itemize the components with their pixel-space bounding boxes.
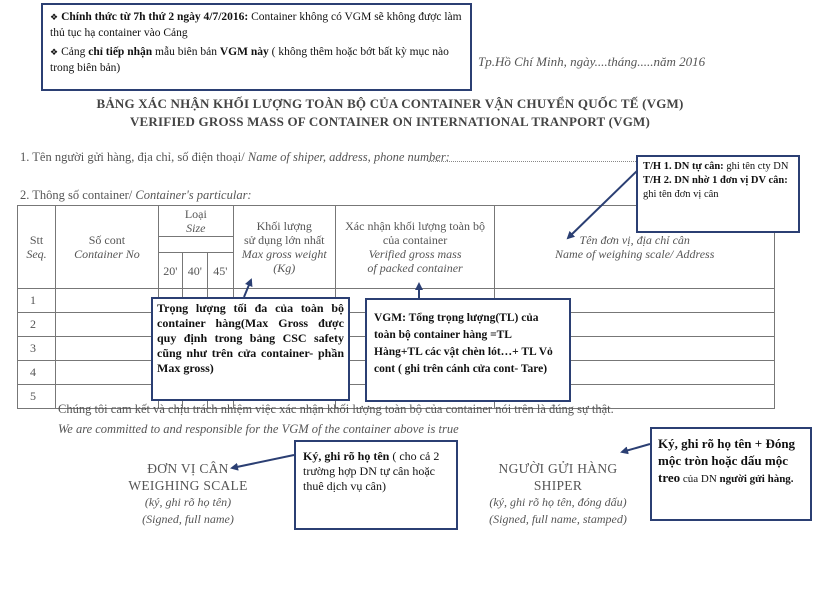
place-date: Tp.Hồ Chí Minh, ngày....tháng.....năm 2016	[478, 54, 706, 69]
callout-seq-case1-bold: T/H 1. DN tự cân:	[643, 161, 724, 172]
sig-shipper-note-vi: (ký, ghi rõ họ tên, đóng dấu)	[489, 495, 627, 509]
callout-sign-bold: Ký, ghi rõ họ tên	[303, 449, 390, 463]
callout-seq-case2-text: ghi tên đơn vị cân	[643, 189, 719, 200]
notice-item-1-bold: Chính thức từ 7h thứ 2 ngày 4/7/2016:	[61, 11, 249, 23]
notice-item-2-mid: mẫu biên bản	[152, 46, 220, 58]
row-seq: 4	[18, 361, 56, 385]
sig-scale-vi: ĐƠN VỊ CÂN	[147, 461, 229, 476]
callout-weighing-scale-name	[636, 155, 800, 233]
callout-seq-case1-text: ghi tên cty DN	[723, 161, 789, 172]
callout-stamp-bold: Ký, ghi rõ họ tên + Đóng mộc tròn hoặc dấu mộc treo	[658, 436, 796, 485]
sig-scale-note-vi: (ký, ghi rõ họ tên)	[144, 495, 232, 509]
notice-item-2-bold2: VGM này	[219, 46, 269, 58]
shipper-field-en: Name of shiper, address, phone number:	[247, 150, 450, 164]
shipper-field-vi: 1. Tên người gửi hàng, địa chỉ, số điện thoại/	[20, 150, 248, 164]
col-container-vi: Số cont	[88, 233, 126, 247]
col-vgm-en1: Verified gross mass	[368, 247, 462, 261]
row-seq: 1	[18, 289, 56, 313]
col-seq-en: Seq.	[26, 247, 47, 261]
callout-scale-signature	[294, 440, 458, 530]
arrow-to-max-weight	[244, 280, 251, 297]
sig-shipper-note-en: (Signed, full name, stamped)	[489, 512, 627, 526]
col-vgm-vi2: của container	[382, 233, 448, 247]
row-seq: 2	[18, 313, 56, 337]
col-size-vi: Loại	[184, 207, 207, 221]
row-seq: 3	[18, 337, 56, 361]
col-scale-vi: Tên đơn vị, địa chỉ cân	[579, 233, 690, 247]
callout-stamp-bold2: người gửi hàng.	[719, 473, 794, 485]
title-english: VERIFIED GROSS MASS OF CONTAINER ON INTERNATIONAL TRANPORT (VGM)	[129, 114, 651, 129]
callout-max-gross-weight	[151, 297, 350, 401]
container-particular-en: Container's particular:	[135, 188, 252, 202]
commitment-vi: Chúng tôi cam kết và chịu trách nhiệm việc xác nhận khối lượng toàn bộ của container nói trên là đúng sự thật.	[58, 402, 614, 416]
col-seq-vi: Stt	[29, 233, 44, 247]
container-particular-vi: 2. Thông số container/	[20, 188, 136, 202]
arrow-to-weighing-scale	[232, 455, 294, 468]
diamond-bullet-icon: ❖	[50, 13, 59, 23]
notice-item-2-bold: chỉ tiếp nhận	[88, 46, 153, 58]
commitment-en: We are committed to and responsible for the VGM of the container above is true	[58, 422, 459, 436]
col-container-en: Container No	[74, 247, 140, 261]
sig-scale-en: WEIGHING SCALE	[128, 478, 248, 493]
callout-max-text: Trọng lượng tối đa của toàn bộ container hàng(Max Gross được quy định trong bảng CSC safety cũng như trên cửa container- phần Max gross)	[157, 301, 344, 375]
callout-stamp-mid: của DN	[680, 473, 720, 485]
col-vgm-en2: of packed container	[367, 261, 463, 275]
callout-shipper-stamp	[650, 427, 812, 521]
callout-vgm-text: VGM: Tổng trọng lượng(TL) của toàn bộ container hàng =TL Hàng+TL các vật chèn lót…+ TL Vỏ cont ( ghi trên cánh cửa cont- Tare)	[374, 312, 553, 375]
notice-item-2-pre: Cảng	[61, 46, 89, 58]
sig-shipper-en: SHIPER	[533, 478, 583, 493]
callout-sign-text: ( cho cả 2 trường hợp DN tự cân hoặc thuê dịch vụ cân)	[303, 449, 440, 493]
col-max-weight-en2: (Kg)	[273, 261, 296, 275]
row-seq: 5	[18, 385, 56, 409]
col-max-weight-vi2: sử dụng lớn nhất	[243, 233, 325, 247]
col-vgm-vi1: Xác nhận khối lượng toàn bộ	[345, 219, 485, 233]
col-max-weight-en1: Max gross weight	[241, 247, 327, 261]
notice-item-2-text: ( không thêm hoặc bớt bất kỳ mục nào trong biên bản)	[50, 46, 449, 74]
col-scale-en: Name of weighing scale/ Address	[555, 247, 715, 261]
col-size-40: 40'	[182, 253, 207, 289]
sig-scale-note-en: (Signed, full name)	[142, 512, 234, 526]
title-vietnamese: BẢNG XÁC NHẬN KHỐI LƯỢNG TOÀN BỘ CỦA CONTAINER VẬN CHUYỂN QUỐC TẾ (VGM)	[96, 96, 684, 111]
col-max-weight-vi1: Khối lượng	[256, 219, 312, 233]
notice-item-1-text: Container không có VGM sẽ không được làm thủ tục hạ container vào Cảng	[50, 11, 462, 39]
col-size-en: Size	[186, 221, 206, 235]
arrow-to-shipper	[622, 444, 650, 452]
col-size-45: 45'	[207, 253, 233, 289]
arrow-to-scale-name	[568, 168, 640, 238]
col-size-20: 20'	[158, 253, 182, 289]
callout-seq-case2-bold: T/H 2. DN nhờ 1 đơn vị DV cân:	[643, 175, 788, 186]
callout-vgm-definition	[365, 298, 571, 402]
diamond-bullet-icon: ❖	[50, 48, 59, 58]
sig-shipper-vi: NGƯỜI GỬI HÀNG	[498, 461, 618, 476]
